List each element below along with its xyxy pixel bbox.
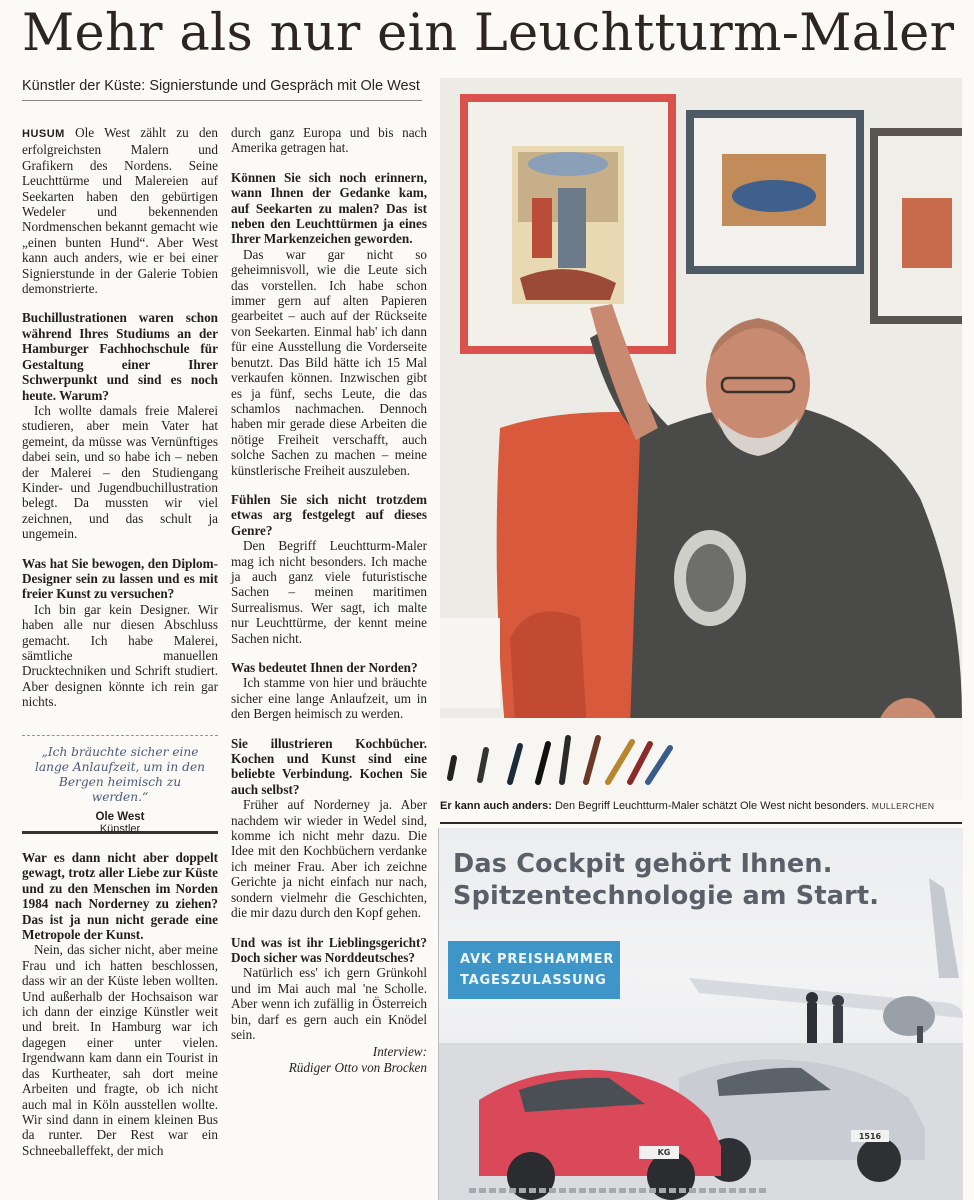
divider <box>22 100 422 101</box>
ad-headline-line2: Spitzentechnologie am Start. <box>453 881 880 911</box>
question: War es dann nicht aber doppelt gewagt, trotz aller Liebe zur Küste und zu den Menschen im Norden 1984 nach Norderney zu ziehen? Das ist ja nun nicht gerade eine Metropole der Kunst. <box>22 850 218 943</box>
article-column-1 <box>22 125 218 710</box>
license-plate: KG <box>657 1148 671 1157</box>
ad-headline <box>453 848 879 912</box>
ad-headline-line1: Das Cockpit gehört Ihnen. <box>453 849 833 879</box>
photo-caption <box>440 800 962 812</box>
answer: Ich stamme von hier und bräuchte sicher eine lange Anlaufzeit, um in den Bergen heimisch zu werden. <box>231 675 427 722</box>
caption-lead: Er kann auch anders: <box>440 800 552 812</box>
interview-label: Interview: <box>372 1044 427 1060</box>
question: Was bedeutet Ihnen der Norden? <box>231 660 418 675</box>
pull-quote-author: Ole West <box>95 811 145 823</box>
ad-fine-print <box>469 1188 769 1193</box>
ad-badge-line1: AVK PREISHAMMER <box>460 952 615 967</box>
pull-quote <box>22 735 218 834</box>
answer: Den Begriff Leuchtturm-Maler mag ich nicht besonders. Ich mache ja auch ganz viele futuristische Sachen – meinen maritimen Surrealismus. Wer sagt, ich malte nur Leuchttürme, der kennt meine Sachen nicht. <box>231 538 427 646</box>
artist-photo <box>440 78 962 800</box>
headline: Mehr als nur ein Leuchtturm-Maler <box>22 4 955 63</box>
answer: Das war gar nicht so geheimnisvoll, wie die Leute sich das vorstellen. Ich habe schon immer gern auf alten Papieren gearbeitet – auch auf der Rückseite von Seekarten. Einmal hab' ich dann für eine Ausstellung die Vorderseite benutzt. Das Bild hätte ich 15 Mal verkaufen können. Inzwischen gibt es ja fünf, sechs Leute, die das schamlos nachmachen. Dennoch haben mir gerade diese Arbeiten die nötige Freiheit verschafft, auch solche Sachen zu machen – meine künstlerische Freiheit auszuleben. <box>231 246 427 478</box>
question: Buchillustrationen waren schon während Ihres Studiums an der Hamburger Fachhochschule für Gestaltung einer Ihrer Schwerpunkt und sind es noch heute. Warum? <box>22 310 218 403</box>
pull-quote-text: „Ich bräuchte sicher eine lange Anlaufzeit, um in den Bergen heimisch zu werden.“ <box>34 745 206 804</box>
intro-text: Ole West zählt zu den erfolgreichsten Malern und Grafikern des Nordens. Seine Leuchttürme und Malereien auf Seekarten haben den gebürtigen Wedeler und bekennenden Nordmenschen bekannt gemacht wie „einen bunten Hund“. Aber West kann auch anders, wie er bei einer Signierstunde in der Galerie Tobien demonstrierte. <box>22 125 219 297</box>
dateline: HUSUM <box>22 128 65 140</box>
answer: Ich bin gar kein Designer. Wir haben alle nur diesen Abschluss gemacht. Ich habe Malerei, sämtliche manuellen Drucktechniken und Schrift studiert. Aber designen könnte ich rein gar nichts. <box>22 601 218 710</box>
ad-badge <box>448 941 620 999</box>
photo-credit: MULLERCHEN <box>871 801 935 811</box>
license-plate: 1516 <box>858 1132 882 1141</box>
answer: Nein, das sicher nicht, aber meine Frau und ich hatten beschlossen, dass wir an der Küste leben wollten. Und außerhalb der Hochsaison war ich dann der einzige Künstler weit und breit. In Hamburg war ich dagegen einer unter vielen. Irgendwann kam dann ein Tourist in das Kurtheater, sah dort meine Arbeiten und fragte, ob ich nicht auch mal in Köln ausstellen wollte. Wir sind dann in einem kleinen Bus da runter. Der Rest war ein Schneeballeffekt, der mich <box>22 942 218 1158</box>
question: Und was ist ihr Lieblingsgericht? Doch sicher was Norddeutsches? <box>231 934 427 965</box>
divider <box>440 822 962 824</box>
intro-paragraph <box>22 125 218 296</box>
question: Können Sie sich noch erinnern, wann Ihnen der Gedanke kam, auf Seekarten zu malen? Das ist neben den Leuchttürmen ja eines Ihrer Markenzeichen geworden. <box>231 169 427 247</box>
answer: Früher auf Norderney ja. Aber nachdem wir wieder in Wedel sind, komme ich nicht mehr dazu. Die Idee mit den Kochbüchern verdanke ich meiner Frau. Aber ich zeichne Gerichte ja nicht einfach nur nach, sondern vielmehr die Geschichten, die mir dazu durch den Kopf gehen. <box>231 797 427 921</box>
interviewer-name: Rüdiger Otto von Brocken <box>288 1059 427 1075</box>
answer-continued: durch ganz Europa und bis nach Amerika getragen hat. <box>231 125 427 156</box>
question: Sie illustrieren Kochbücher. Kochen und Kunst sind eine beliebte Verbindung. Kochen Sie auch selbst? <box>231 735 427 797</box>
car-advertisement <box>438 828 963 1200</box>
article-column-1-lower <box>22 840 218 1158</box>
caption-text: Den Begriff Leuchtturm-Maler schätzt Ole West nicht besonders. <box>554 800 869 812</box>
photo-illustration <box>440 78 962 800</box>
answer: Natürlich ess' ich gern Grünkohl und im Mai auch mal 'ne Scholle. Aber wenn ich zufällig in Österreich bin, darf es gern auch ein Knödel sein. <box>231 965 427 1042</box>
subheadline: Künstler der Küste: Signierstunde und Gespräch mit Ole West <box>22 78 420 94</box>
article-column-2 <box>231 125 427 1075</box>
question: Fühlen Sie sich nicht trotzdem etwas arg festgelegt auf dieses Genre? <box>231 491 427 538</box>
ad-badge-line2: TAGESZULASSUNG <box>460 973 607 988</box>
question: Was hat Sie bewogen, den Diplom-Designer sein zu lassen und es mit freier Kunst zu versuchen? <box>22 555 218 602</box>
pull-quote-role: Künstler <box>99 823 141 835</box>
answer: Ich wollte damals freie Malerei studieren, aber mein Vater hat gemeint, da müsse was Vernünftiges dabei sein, und so habe ich – neben der Malerei – den Studiengang Kinder- und Jugendbuchillustration belegt. Da mussten wir viel zeichnen, und das schult ja ungemein. <box>22 402 218 542</box>
